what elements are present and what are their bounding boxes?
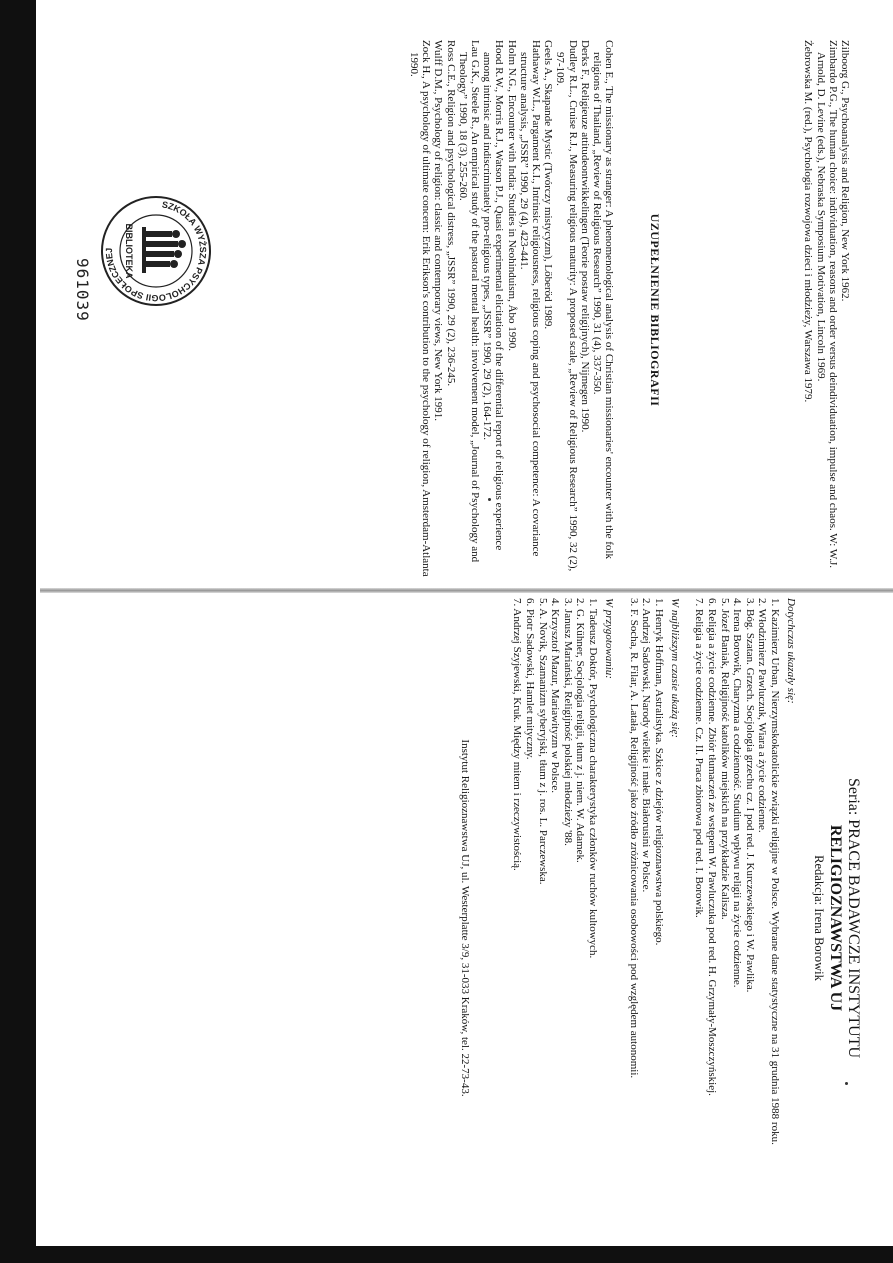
inventory-number: 961039 xyxy=(73,258,92,322)
series-title: RELIGIOZNAWSTWA UJ xyxy=(827,824,844,1012)
series-page xyxy=(162,598,862,1238)
series-list-item: 2. Andrzej Sadowski, Narody wielkie i małe. Białorusini w Polsce. xyxy=(640,598,653,893)
bibliography-heading: UZUPEŁNIENIE BIBLIOGRAFII xyxy=(648,213,663,407)
reference-entry: Lau G.K., Steele R., An empirical study of the pastoral mental health: involvement model, „Journal of Psychology and Theology” 1990, 18 (3), 255-260. xyxy=(456,40,481,563)
reference-entry: Geels A., Skapande Mystic (Twórczy mistycyzm), Löberöd 1989. xyxy=(542,40,555,330)
series-list-item: 4. Krzysztof Mazur, Mariawityzm w Polsce. xyxy=(549,598,562,794)
series-list-item: 3. F. Socha, R. Filar, A. Latała, Religijność jako źródło zróżnicowania osobowości pod względem autonomii. xyxy=(627,598,640,1079)
reference-entry: Holm N.G., Encounter with India: Studies in Neohinduism, Åbo 1990. xyxy=(505,40,518,352)
reference-entry: Zilboorg G., Psychoanalysis and Religion, New York 1962. xyxy=(839,40,851,302)
stamp-ring-text: SZKOŁA WYŻSZA PSYCHOLOGII SPOŁECZNEJ xyxy=(103,199,209,304)
stamp-emblem-icon xyxy=(142,227,186,273)
series-list-item: 1. Kazimierz Urban, Nierzymskokatolickie związki religijne w Polsce. Wybrane dane statystyczne na 31 grudnia 1988 roku. xyxy=(769,598,781,1145)
reference-entry: Zock H., A psychology of ultimate concern: Erik Erikson's contribution to the psychology of religion, Amsterdam-Atlanta 1990. xyxy=(407,40,433,577)
series-list-item: 1. Henryk Hoffman, Astralistyka. Szkice z dziejów religioznawstwa polskiego. xyxy=(652,598,665,946)
institute-address: Instytut Religioznawstwa UJ, ul. Westerplatte 3/9, 31-033 Kraków, tel. 22-73-43. xyxy=(458,739,471,1097)
scan-edge-bottom xyxy=(30,1246,893,1263)
reference-entry: Ross C.E., Religion and psychological distress, „JSSR” 1990, 29 (2), 236-245. xyxy=(444,40,457,387)
series-list-item: 2. G. Kühner, Socjologia religii, tłum z j. niem. W. Adamek. xyxy=(574,598,587,863)
series-group-title: W najbliższym czasie ukażą się: xyxy=(668,598,681,738)
reference-entry: Hathaway W.L., Pargament K.I., Intrinsic religiousness, religious coping and psychosocial competence: A covariance structure analysis, „JSSR” 1990, 29 (4), 423-441. xyxy=(517,40,542,557)
reference-entry: Żebrowska M. (red.), Psychologia rozwojowa dzieci i młodzieży, Warszawa 1979. xyxy=(802,40,815,403)
series-list-item: 5. A. Novik, Szamanizm syberyjski, tłum z j. ros. L. Parczewska. xyxy=(536,598,549,885)
reference-entry: Dudley R.L., Cruise R.J., Measuring religious maturity: A proposed scale, „Review of Religious Research” 1990, 32 (2), 97-109. xyxy=(554,40,579,572)
series-list-item: 6. Religia a życie codzienne. Zbiór tłumaczeń ze wstępem W. Pawluczuka pod red. H. Grzymały-Moszczyńskiej. xyxy=(706,598,719,1096)
series-list-item: 7. Andrzej Szyjewski, Kruk. Między mitem i rzeczywistością. xyxy=(511,598,524,871)
series-list-item: 2. Włodzimierz Pawluczuk, Wiara a życie codzienne. xyxy=(756,598,769,833)
series-lists xyxy=(511,598,797,1238)
page-fold-line xyxy=(40,588,893,593)
scan-edge-left xyxy=(0,0,36,1263)
series-group-title: Dotychczas ukazały się: xyxy=(785,598,797,704)
series-list-item: 7. Religia a życie codzienne. Cz. II. Praca zbiorowa pod red. I. Borowik. xyxy=(693,598,706,918)
series-editor: Redakcja: Irena Borowik xyxy=(812,855,826,981)
series-list-item: 3. Janusz Mariański, Religijność polskiej młodzieży '88. xyxy=(561,598,574,846)
series-list-item: 6. Piotr Sadowski, Hamlet mityczny. xyxy=(524,598,537,760)
reference-entry: Derks F., Religieuze attitudeontwikkelingen (Teorie postaw religijnych), Nijmegen 1990. xyxy=(578,40,591,433)
series-list-item: 3. Bóg. Szatan. Grzech. Socjologia grzechu cz. I pod red. J. Kurczewskiego i W. Pawlika. xyxy=(743,598,756,993)
series-list-item: 5. Józef Baniak, Religijność katolików miejskich na przykładzie Kalisza. xyxy=(718,598,731,920)
reference-entry: Zimbardo P.G., The human choice: individuation, reasons and order versus deindividuation, impulse and chaos. W: W.J. Arnold, D. Levine (eds.), Nebraska Symposium Motivation, Lincoln 1969. xyxy=(814,40,839,569)
series-group-title: W przygotowaniu: xyxy=(603,598,616,679)
references-supplement xyxy=(408,40,615,580)
stamp-library-label: BIBLIOTEKA xyxy=(124,223,134,279)
library-stamp xyxy=(100,195,212,307)
references-continued xyxy=(802,40,851,580)
reference-entry: Wulff D.M., Psychology of religion: classic and contemporary views, New York 1991. xyxy=(432,40,445,421)
series-list-item: 1. Tadeusz Doktór, Psychologiczna charakterystyka członków ruchów kultowych. xyxy=(587,598,600,959)
reference-entry: Cohen E., The missionary as stranger: A phenomenological analysis of Christian missionaries' encounter with the folk religions of Thailand, „Review of Religious Research” 1990, 31 (4), 337-350. xyxy=(590,40,616,559)
series-list-item: 4. Irena Borowik, Charyzma a codzienność. Studium wpływu religii na życie codzienne. xyxy=(731,598,744,988)
bibliography-page xyxy=(407,40,855,580)
series-line: Seria: PRACE BADAWCZE INSTYTUTU xyxy=(845,777,862,1059)
reference-entry: Hood R.W., Morris R.J., Watson P.J., Quasi experimental elicitation of the differential report of religious experience among intrinsic and indiscriminately pro-religious types, „JSSR” 1990, 29 (2), 164-172. xyxy=(481,40,506,551)
